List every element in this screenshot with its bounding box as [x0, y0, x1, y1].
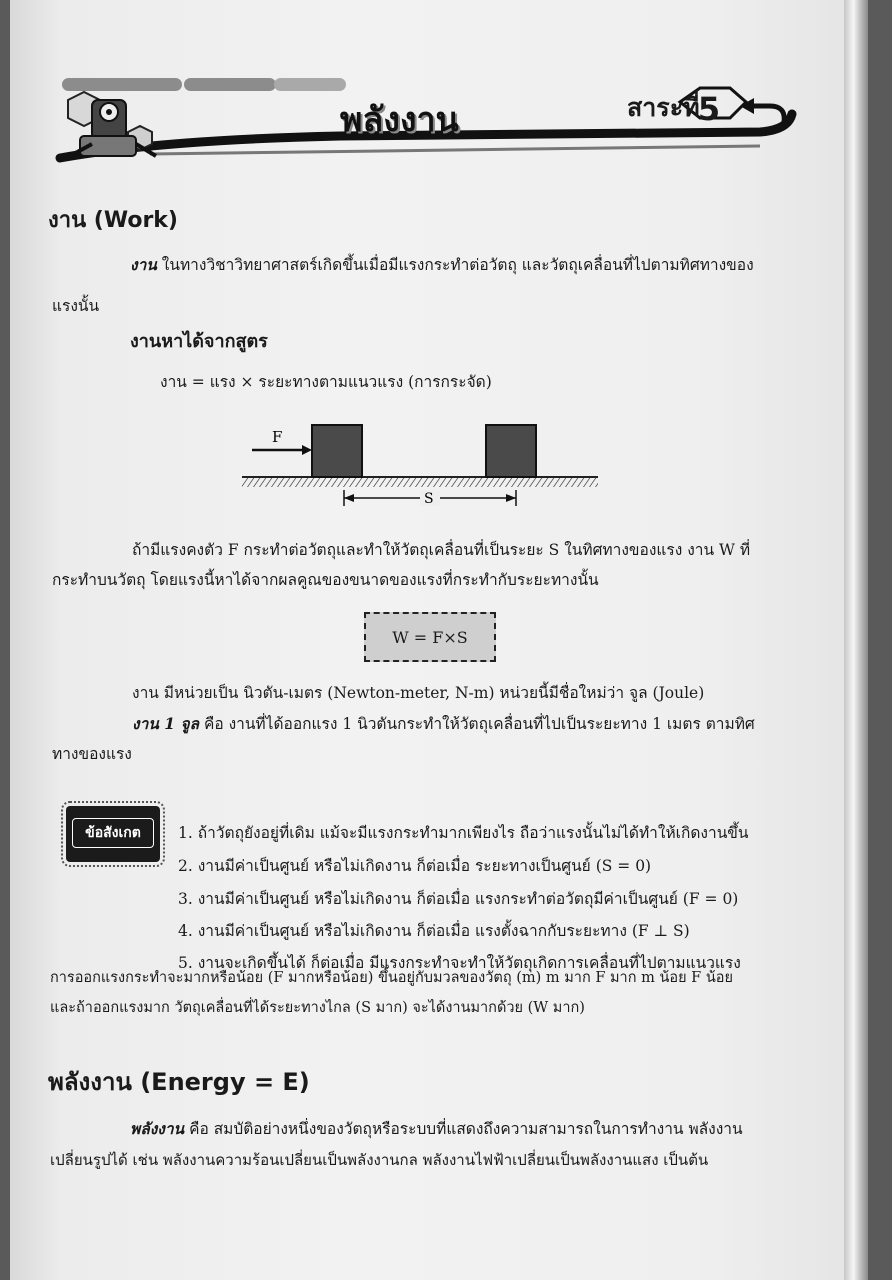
note-item-1: 1. ถ้าวัตถุยังอยู่ที่เดิม แม้จะมีแรงกระทำมากเพียงไร ถือว่าแรงนั้นไม่ได้ทำให้เกิดงานขึ้น: [178, 824, 749, 842]
note-item-2: 2. งานมีค่าเป็นศูนย์ หรือไม่เกิดงาน ก็ต่อเมื่อ ระยะทางเป็นศูนย์ (S = 0): [178, 857, 652, 875]
notes-cont-line2: และถ้าออกแรงมาก วัตถุเคลื่อนที่ได้ระยะทางไกล (S มาก) จะได้งานมากด้วย (W มาก): [50, 1000, 585, 1016]
joule-line2: ทางของแรง: [52, 745, 132, 763]
work-para1-line1: ถ้ามีแรงคงตัว F กระทำต่อวัตถุและทำให้วัตถุเคลื่อนที่เป็นระยะ S ในทิศทางของแรง งาน W ที่: [132, 541, 751, 559]
chapter-title: พลังงาน: [340, 100, 459, 140]
energy-line2: เปลี่ยนรูปได้ เช่น พลังงานความร้อนเปลี่ยนเป็นพลังงานกล พลังงานไฟฟ้าเปลี่ยนเป็นพลังงานแสง เป็นต้น: [50, 1151, 709, 1169]
joule-line1: [132, 712, 832, 736]
section-heading-work: งาน (Work): [48, 208, 178, 233]
work-intro-text: ในทางวิชาวิทยาศาสตร์เกิดขึ้นเมื่อมีแรงกระทำต่อวัตถุ และวัตถุเคลื่อนที่ไปตามทิศทางของ: [156, 256, 754, 274]
note-item-4: 4. งานมีค่าเป็นศูนย์ หรือไม่เกิดงาน ก็ต่อเมื่อ แรงตั้งฉากกับระยะทาง (F ⊥ S): [178, 922, 690, 940]
block-start: [312, 425, 362, 477]
note-item-5: 5. งานจะเกิดขึ้นได้ ก็ต่อเมื่อ มีแรงกระทำจะทำให้วัตถุเกิดการเคลื่อนที่ไปตามแนวแรง: [178, 954, 741, 972]
energy-line1: [130, 1117, 830, 1141]
subject-number: 5: [697, 90, 721, 128]
subject-label: สาระที่: [627, 93, 700, 122]
energy-term: พลังงาน: [130, 1119, 185, 1138]
work-term: งาน: [130, 255, 157, 274]
force-label: F: [272, 428, 283, 446]
robot-mascot-icon: [68, 92, 156, 156]
unit-line: งาน มีหน่วยเป็น นิวตัน-เมตร (Newton-meter, N-m) หน่วยนี้มีชื่อใหม่ว่า จูล (Joule): [132, 684, 705, 702]
work-para1-line2: กระทำบนวัตถุ โดยแรงนี้หาได้จากผลคูณของขนาดของแรงที่กระทำกับระยะทางนั้น: [52, 571, 599, 589]
block-end: [486, 425, 536, 477]
energy-text: คือ สมบัติอย่างหนึ่งของวัตถุหรือระบบที่แสดงถึงความสามารถในการทำงาน พลังงาน: [184, 1120, 743, 1138]
work-intro-line1: [130, 253, 820, 277]
work-formula-box: W = F×S: [364, 612, 496, 662]
distance-label: S: [424, 491, 434, 507]
notes-badge: [66, 806, 160, 862]
page-edge: [844, 0, 868, 1280]
work-intro-line2: แรงนั้น: [52, 297, 100, 315]
section-heading-energy: พลังงาน (Energy = E): [48, 1068, 310, 1096]
notes-cont-line1: การออกแรงกระทำจะมากหรือน้อย (F มากหรือน้อย) ขึ้นอยู่กับมวลของวัตถุ (m) m มาก F มาก m น้อย F น้อย: [50, 970, 733, 986]
work-formula-text: งาน = แรง × ระยะทางตามแนวแรง (การกระจัด): [160, 373, 492, 391]
note-item-3: 3. งานมีค่าเป็นศูนย์ หรือไม่เกิดงาน ก็ต่อเมื่อ แรงกระทำต่อวัตถุมีค่าเป็นศูนย์ (F = 0): [178, 890, 739, 908]
joule-term: งาน 1 จูล: [132, 714, 200, 733]
force-diagram: [234, 420, 604, 510]
notes-badge-label: ข้อสังเกต: [72, 818, 154, 848]
ground: [242, 477, 598, 487]
formula-heading: งานหาได้จากสูตร: [130, 331, 268, 352]
book-page: [10, 0, 868, 1280]
joule-text: คือ งานที่ได้ออกแรง 1 นิวตันกระทำให้วัตถุเคลื่อนที่ไปเป็นระยะทาง 1 เมตร ตามทิศ: [199, 715, 755, 733]
